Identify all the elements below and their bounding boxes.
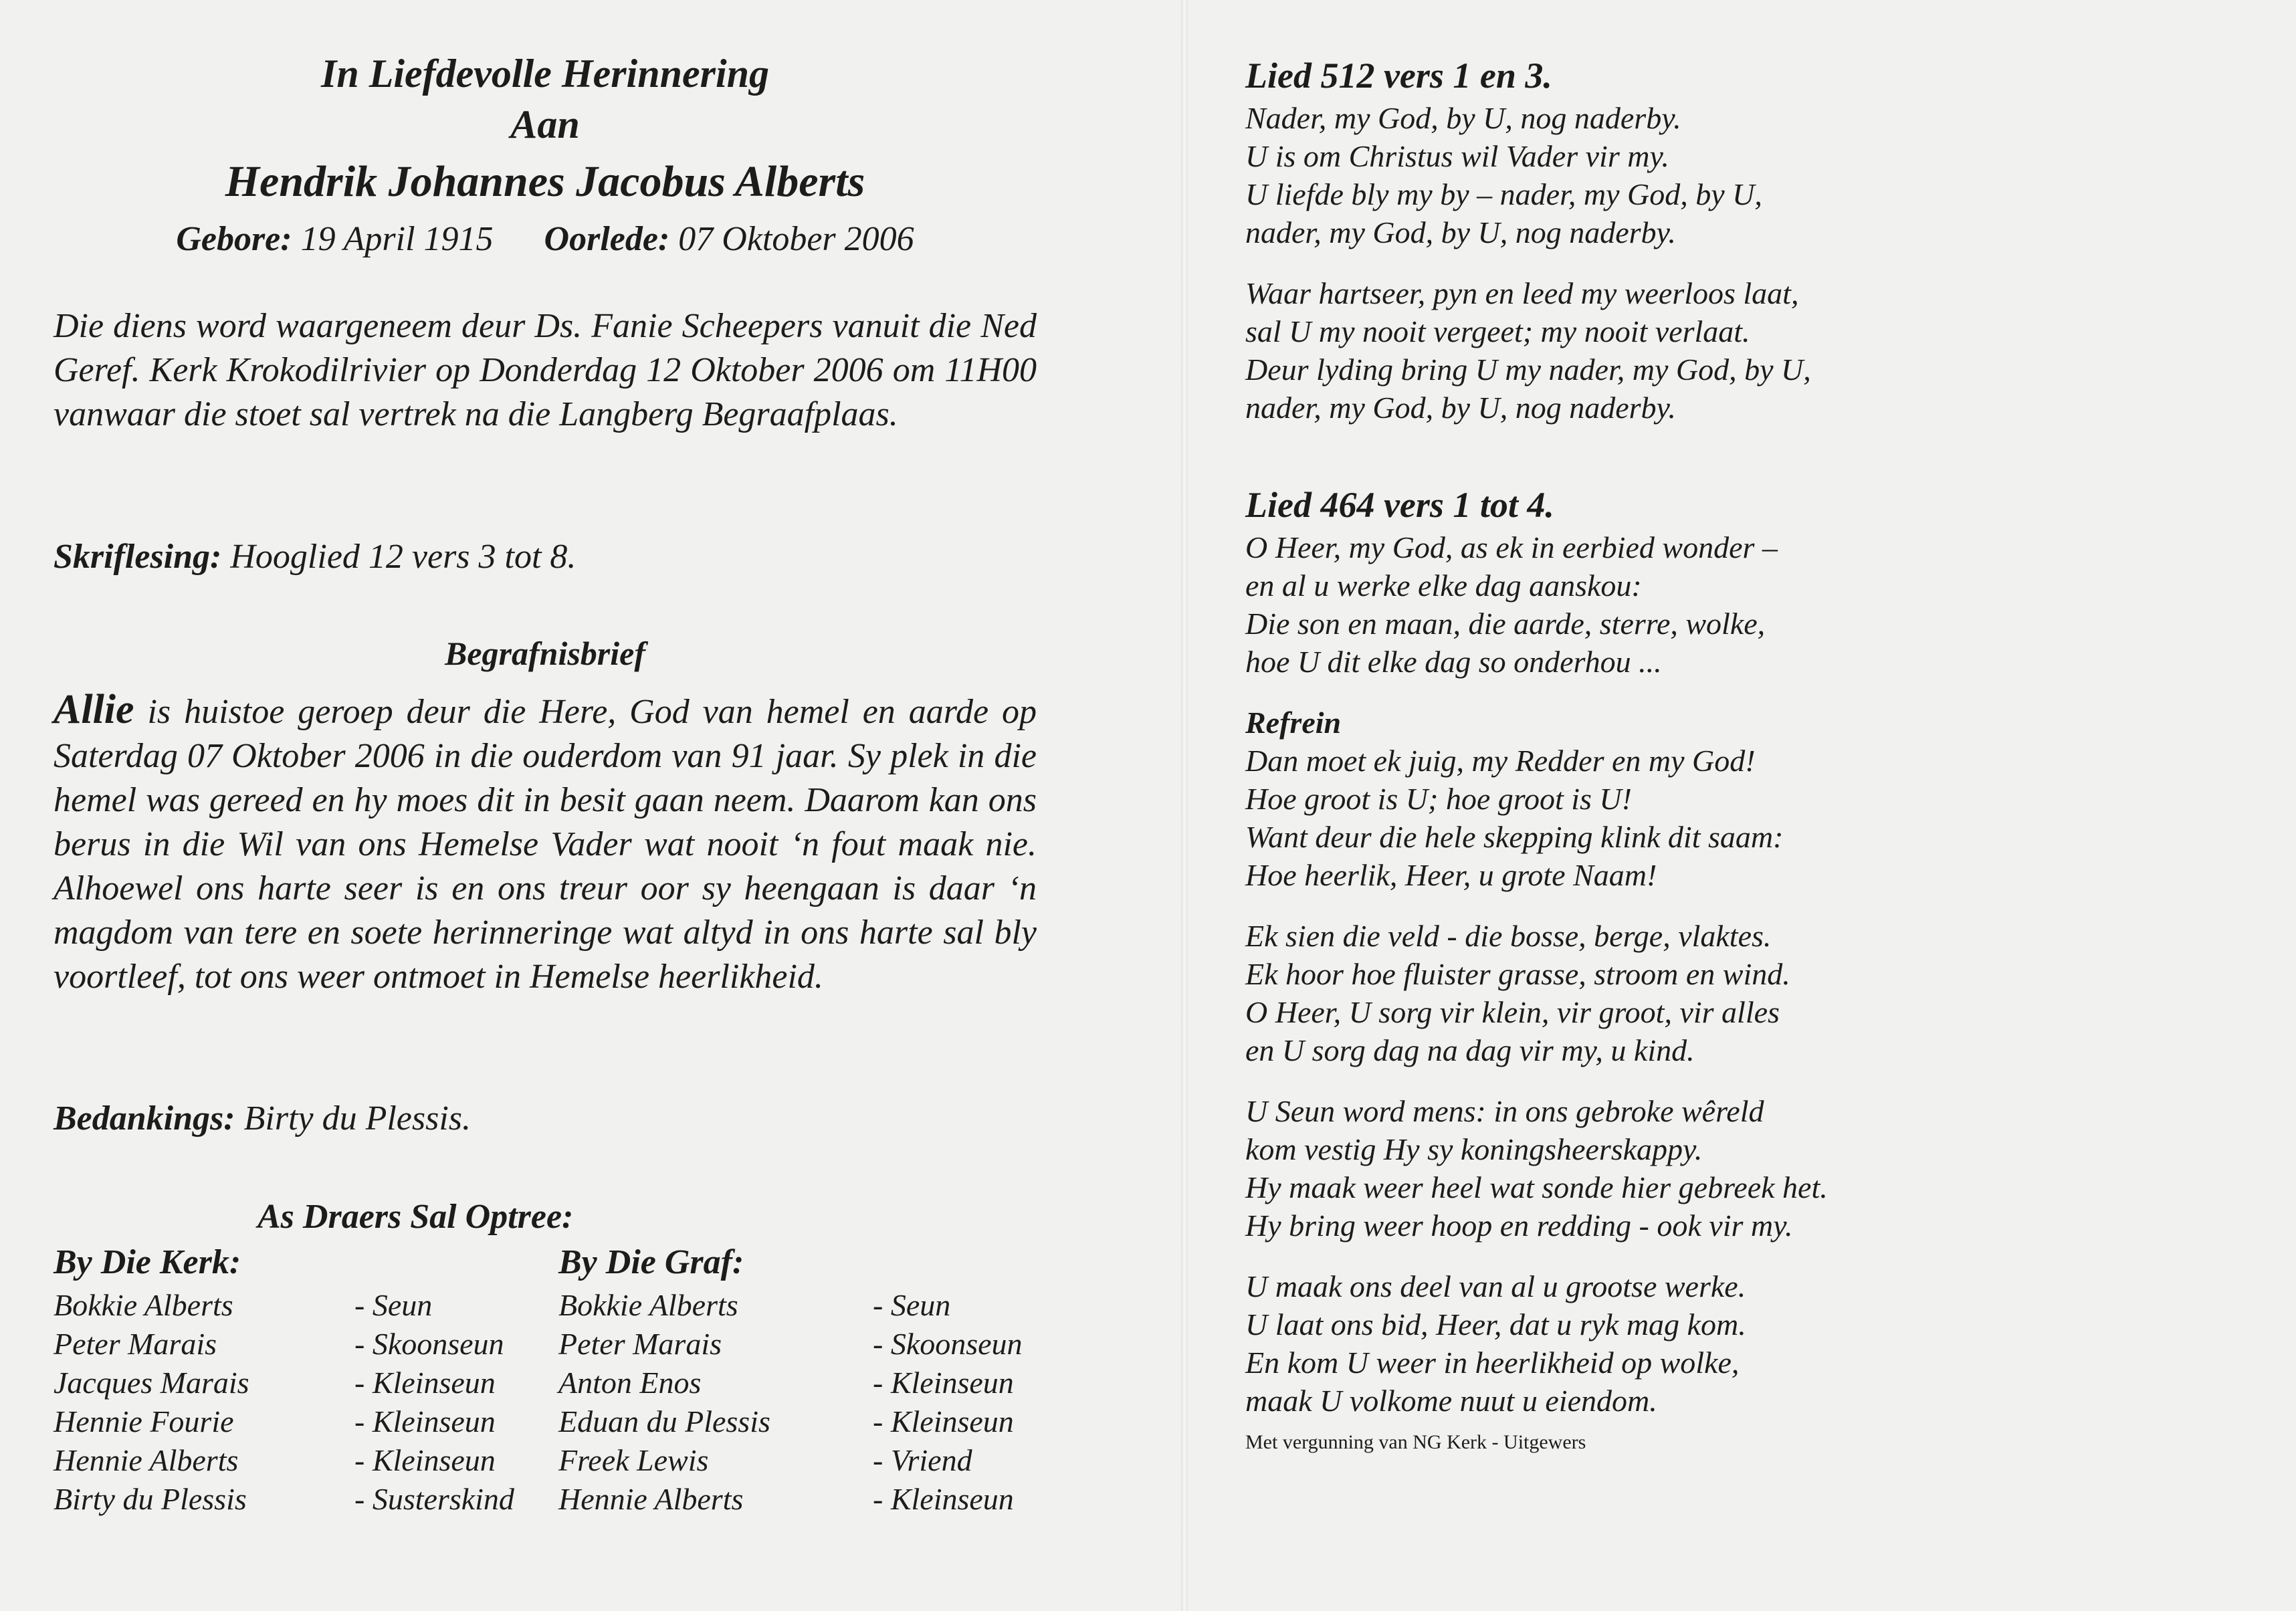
refrain-heading: Refrein [1245, 706, 1342, 740]
hymn-line: Dan moet ek juig, my Redder en my God! [1245, 744, 1756, 778]
hymn-line: hoe U dit elke dag so onderhou ... [1245, 645, 1662, 679]
hymn-464-verse-3 [1245, 1092, 1828, 1245]
hymn-464-verse-2 [1245, 917, 1828, 1069]
bearer-row [54, 1325, 504, 1364]
hymn-line: sal U my nooit vergeet; my nooit verlaat. [1245, 314, 1750, 348]
hymn-line: Die son en maan, die aarde, sterre, wolke, [1245, 607, 1766, 641]
hymn-line: U laat ons bid, Heer, dat u ryk mag kom. [1245, 1307, 1746, 1341]
bearer-row [54, 1441, 496, 1480]
hymn-line: Ek hoor hoe fluister grasse, stroom en wind. [1245, 957, 1790, 991]
hymn-512-heading: Lied 512 vers 1 en 3. [1245, 56, 1552, 96]
hymn-512 [1245, 52, 1811, 449]
hymn-line: Hy bring weer hoop en redding - ook vir my. [1245, 1208, 1793, 1243]
bearer-name: Freek Lewis [558, 1443, 709, 1477]
bearer-name: Peter Marais [558, 1327, 722, 1361]
hymn-line: Deur lyding bring U my nader, my God, by U, [1245, 352, 1811, 387]
hymn-line: kom vestig Hy sy koningsheerskappy. [1245, 1132, 1703, 1166]
header-line-2: Aan [510, 102, 580, 146]
hymn-line: Hoe groot is U; hoe groot is U! [1245, 782, 1632, 816]
died-date: 07 Oktober 2006 [678, 220, 914, 258]
bearer-row [54, 1402, 496, 1441]
publisher-credit: Met vergunning van NG Kerk - Uitgewers [1245, 1431, 1586, 1453]
hymn-464-verse-1 [1245, 528, 1828, 681]
fold-line [1181, 0, 1188, 1611]
hymn-464-refrain [1245, 742, 1828, 894]
bearer-relation: - Seun [354, 1288, 433, 1322]
bearer-name: Hennie Alberts [558, 1482, 744, 1516]
bearer-relation: - Vriend [873, 1443, 972, 1477]
bearer-row [558, 1286, 951, 1325]
grave-heading: By Die Graf: [558, 1243, 744, 1281]
church-bearers [54, 1243, 514, 1519]
hymn-512-stanza [1245, 274, 1811, 427]
bearer-row [558, 1402, 1014, 1441]
reading-label: Skriflesing: [54, 538, 222, 576]
bearer-relation: - Kleinseun [873, 1404, 1014, 1438]
bearer-row [54, 1480, 514, 1519]
bearer-row [54, 1364, 496, 1402]
letter-heading: Begrafnisbrief [445, 635, 645, 672]
bearer-row [558, 1480, 1014, 1519]
bearer-relation: - Seun [873, 1288, 951, 1322]
bearer-name: Anton Enos [558, 1366, 702, 1400]
scripture-reading [54, 535, 1037, 579]
grave-bearers [558, 1243, 1023, 1519]
hymn-line: O Heer, my God, as ek in eerbied wonder – [1245, 530, 1778, 564]
hymn-512-stanza [1245, 99, 1811, 251]
bearer-name: Birty du Plessis [54, 1482, 247, 1516]
bearer-name: Hennie Alberts [54, 1443, 239, 1477]
hymn-line: maak U volkome nuut u eiendom. [1245, 1384, 1657, 1418]
hymn-line: en U sorg dag na dag vir my, u kind. [1245, 1033, 1695, 1067]
thanks [54, 1097, 1037, 1141]
hymn-line: Waar hartseer, pyn en leed my weerloos laat, [1245, 276, 1799, 310]
left-panel [54, 0, 1037, 1611]
hymn-line: U liefde bly my by – nader, my God, by U, [1245, 177, 1762, 211]
bearer-name: Jacques Marais [54, 1366, 249, 1400]
bearer-name: Peter Marais [54, 1327, 217, 1361]
hymn-line: Want deur die hele skepping klink dit saam: [1245, 820, 1784, 854]
memorial-header [54, 48, 1037, 259]
hymn-line: nader, my God, by U, nog naderby. [1245, 391, 1676, 425]
bearer-relation: - Skoonseun [354, 1327, 504, 1361]
hymn-464 [1245, 481, 1828, 1456]
thanks-text: Birty du Plessis. [243, 1099, 472, 1138]
hymn-line: en al u werke elke dag aanskou: [1245, 568, 1642, 603]
bearer-row [558, 1364, 1014, 1402]
hymn-line: En kom U weer in heerlikheid op wolke, [1245, 1346, 1740, 1380]
hymn-line: Ek sien die veld - die bosse, berge, vlaktes. [1245, 919, 1772, 953]
bearer-relation: - Kleinseun [354, 1404, 496, 1438]
bearer-relation: - Skoonseun [873, 1327, 1023, 1361]
letter-text: is huistoe geroep deur die Here, God van hemel en aarde op Saterdag 07 Oktober 2006 in die ouderdom van 91 jaar. Sy plek in die hemel was gereed en hy moes dit in besit gaan neem. Daarom kan ons berus in die Wil van ons Hemelse Vader wat nooit ‘n fout maak nie. Alhoewel ons harte seer is en ons treur oor sy heengaan is daar ‘n magdom van tere en soete herinneringe wat altyd in ons harte sal bly voortleef, tot ons weer ontmoet in Hemelse heerlikheid. [54, 693, 1037, 996]
life-dates [54, 219, 1037, 259]
church-heading: By Die Kerk: [54, 1243, 241, 1281]
reading-text: Hooglied 12 vers 3 tot 8. [230, 538, 577, 576]
hymn-line: U maak ons deel van al u grootse werke. [1245, 1269, 1746, 1303]
hymn-line: O Heer, U sorg vir klein, vir groot, vir alles [1245, 995, 1780, 1029]
died-label: Oorlede: [544, 220, 670, 258]
bearer-relation: - Kleinseun [873, 1366, 1014, 1400]
hymn-464-verse-4 [1245, 1267, 1828, 1420]
bearer-name: Hennie Fourie [54, 1404, 234, 1438]
bearer-relation: - Kleinseun [873, 1482, 1014, 1516]
hymn-line: Hoe heerlik, Heer, u grote Naam! [1245, 858, 1657, 892]
bearer-relation: - Susterskind [354, 1482, 514, 1516]
bearer-relation: - Kleinseun [354, 1443, 496, 1477]
letter-lead: Allie [54, 687, 134, 732]
bearer-relation: - Kleinseun [354, 1366, 496, 1400]
bearer-name: Eduan du Plessis [558, 1404, 770, 1438]
bearer-row [558, 1325, 1023, 1364]
hymn-line: Hy maak weer heel wat sonde hier gebreek het. [1245, 1170, 1828, 1204]
hymn-line: U Seun word mens: in ons gebroke wêreld [1245, 1094, 1764, 1128]
hymn-line: nader, my God, by U, nog naderby. [1245, 215, 1676, 249]
bearer-name: Bokkie Alberts [558, 1288, 738, 1322]
right-panel [1245, 0, 2195, 1611]
hymn-464-heading: Lied 464 vers 1 tot 4. [1245, 485, 1554, 525]
funeral-letter [54, 687, 1037, 999]
bearer-row [558, 1441, 972, 1480]
service-details: Die diens word waargeneem deur Ds. Fanie Scheepers vanuit die Ned Geref. Kerk Krokodilrivier op Donderdag 12 Oktober 2006 om 11H00 vanwaar die stoet sal vertrek na die Langberg Begraafplaas. [54, 307, 1037, 433]
born-label: Gebore: [176, 220, 292, 258]
header-line-1: In Liefdevolle Herinnering [321, 51, 769, 96]
thanks-label: Bedankings: [54, 1099, 235, 1138]
hymn-line: Nader, my God, by U, nog naderby. [1245, 101, 1681, 135]
hymn-line: U is om Christus wil Vader vir my. [1245, 139, 1669, 173]
bearer-row [54, 1286, 433, 1325]
bearers-list [54, 1243, 1037, 1523]
bearer-name: Bokkie Alberts [54, 1288, 233, 1322]
bearers-heading: As Draers Sal Optree: [257, 1198, 574, 1236]
born-date: 19 April 1915 [300, 220, 494, 258]
deceased-name: Hendrik Johannes Jacobus Alberts [225, 157, 865, 206]
